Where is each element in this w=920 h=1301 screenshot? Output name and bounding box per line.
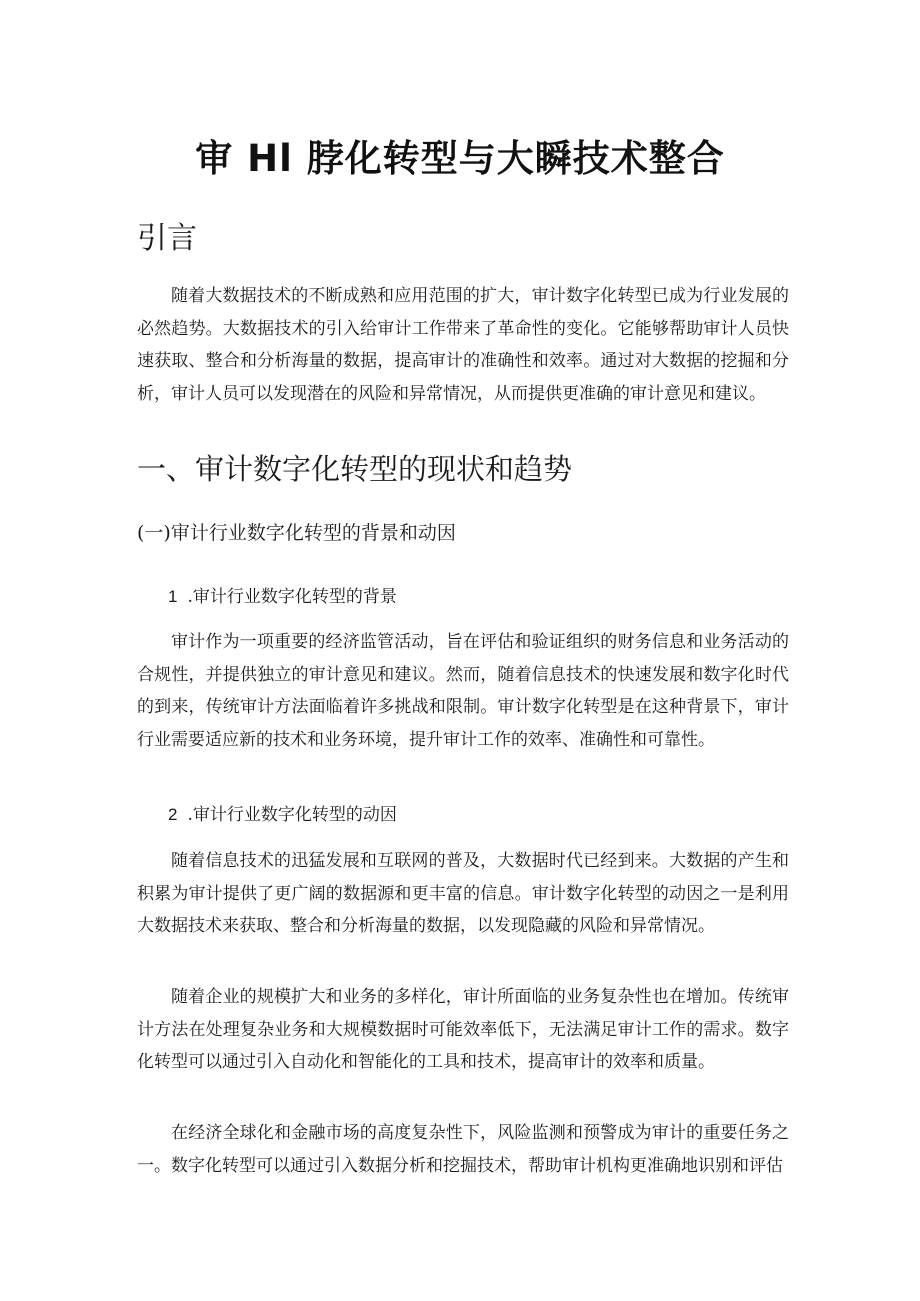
item1-paragraph: 审计作为一项重要的经济监管活动，旨在评估和验证组织的财务信息和业务活动的合规性，并提供独立的审计意见和建议。然而，随着信息技术的快速发展和数字化时代的到来，传统审计方法面临着许多挑战和限制。审计数字化转型是在这种背景下，审计行业需要适应新的技术和业务环境，提升审计工作的效率、准确性和可靠性。 <box>137 632 789 750</box>
subsection-heading-1: (一)审计行业数字化转型的背景和动因 <box>137 522 456 544</box>
item-number-1: 1 <box>168 587 178 606</box>
item-heading-1-text: .审计行业数字化转型的背景 <box>187 587 397 607</box>
item-heading-2-text: .审计行业数字化转型的动因 <box>187 805 397 825</box>
item-number-2: 2 <box>168 805 178 824</box>
item2-paragraph-3: 在经济全球化和金融市场的高度复杂性下，风险监测和预警成为审计的重要任务之一。数字化转型可以通过引入数据分析和挖掘技术，帮助审计机构更准确地识别和评估 <box>137 1123 789 1176</box>
document-title: 审 Hl 脖化转型与大瞬技术整合 <box>195 137 725 180</box>
item2-paragraph-1: 随着信息技术的迅猛发展和互联网的普及，大数据时代已经到来。大数据的产生和积累为审计提供了更广阔的数据源和更丰富的信息。审计数字化转型的动因之一是利用大数据技术来获取、整合和分析海量的数据，以发现隐藏的风险和异常情况。 <box>137 851 789 936</box>
item2-paragraph-2: 随着企业的规模扩大和业务的多样化，审计所面临的业务复杂性也在增加。传统审计方法在处理复杂业务和大规模数据时可能效率低下，无法满足审计工作的需求。数字化转型可以通过引入自动化和智能化的工具和技术，提高审计的效率和质量。 <box>137 987 789 1072</box>
intro-heading: 引言 <box>137 221 197 256</box>
section-heading-1: 一、审计数字化转型的现状和趋势 <box>137 452 573 486</box>
intro-paragraph: 随着大数据技术的不断成熟和应用范围的扩大，审计数字化转型已成为行业发展的必然趋势。大数据技术的引入给审计工作带来了革命性的变化。它能够帮助审计人员快速获取、整合和分析海量的数据，提高审计的准确性和效率。通过对大数据的挖掘和分析，审计人员可以发现潜在的风险和异常情况，从而提供更准确的审计意见和建议。 <box>137 286 789 404</box>
item-heading-2 <box>168 800 397 825</box>
item-heading-1 <box>168 582 397 607</box>
